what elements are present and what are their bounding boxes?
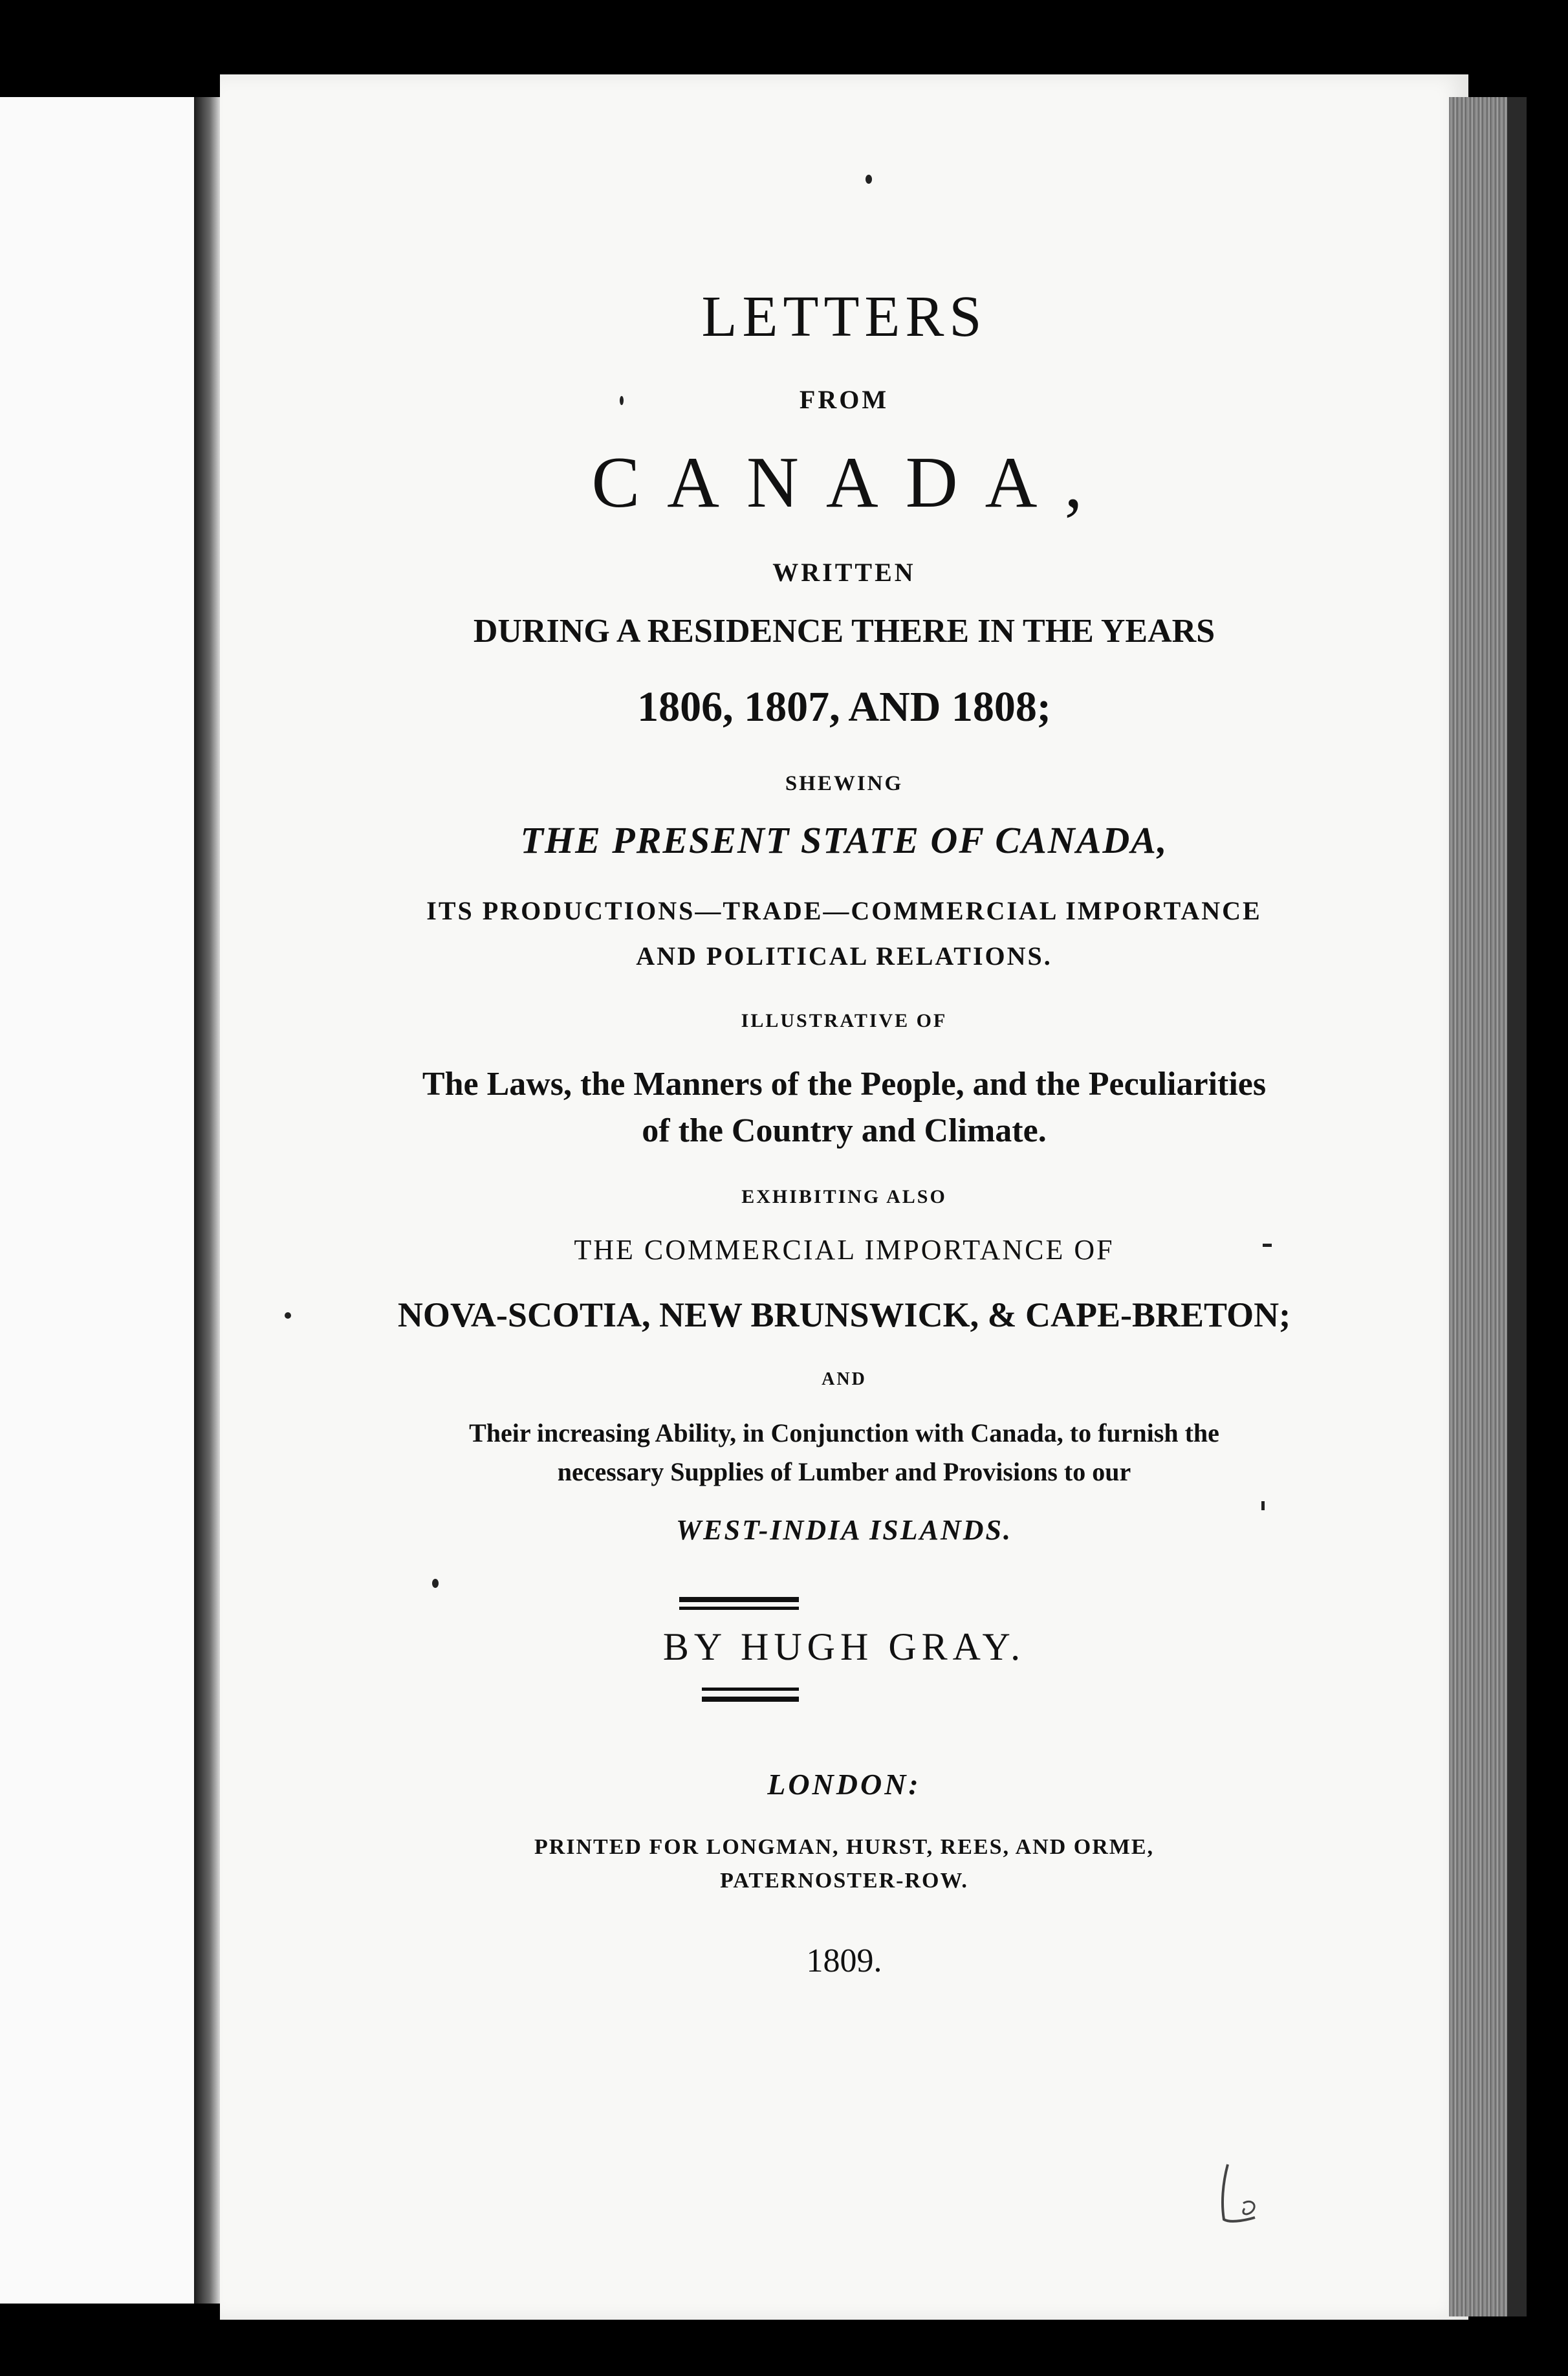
title-from: FROM [799, 385, 889, 414]
book-gutter [194, 97, 220, 2304]
present-state-line: THE PRESENT STATE OF CANADA, [520, 819, 1168, 861]
residence-years: 1806, 1807, AND 1808; [637, 683, 1051, 731]
imprint-city: LONDON: [767, 1768, 921, 1801]
ink-speck [1263, 1244, 1272, 1247]
book-title: LETTERS [701, 285, 987, 349]
author-line: BY HUGH GRAY. [662, 1625, 1026, 1668]
ink-speck [432, 1579, 439, 1588]
imprint-printer-1: PRINTED FOR LONGMAN, HURST, REES, AND ORME, [534, 1835, 1155, 1859]
double-rule-top-1 [679, 1597, 799, 1602]
ink-speck [866, 175, 872, 184]
ink-speck [620, 396, 624, 405]
double-rule-top-2 [679, 1607, 799, 1610]
and-label: AND [822, 1369, 867, 1389]
residence-line: DURING A RESIDENCE THERE IN THE YEARS [473, 613, 1215, 650]
political-line: AND POLITICAL RELATIONS. [636, 941, 1052, 971]
double-rule-bottom-2 [702, 1697, 799, 1702]
shewing-label: SHEWING [785, 772, 904, 795]
west-india-line: WEST-INDIA ISLANDS. [676, 1514, 1012, 1546]
written-label: WRITTEN [772, 558, 916, 587]
laws-line-1: The Laws, the Manners of the People, and the Peculiarities [422, 1066, 1267, 1103]
facing-page-edge [0, 97, 194, 2304]
handwritten-mark-icon [1216, 2158, 1268, 2229]
commercial-importance-line: THE COMMERCIAL IMPORTANCE OF [574, 1234, 1115, 1266]
productions-line: ITS PRODUCTIONS—TRADE—COMMERCIAL IMPORTANCE [426, 896, 1262, 925]
ink-speck [285, 1312, 291, 1319]
provinces-line: NOVA-SCOTIA, NEW BRUNSWICK, & CAPE-BRETON; [397, 1295, 1291, 1334]
ability-line-2: necessary Supplies of Lumber and Provisions to our [557, 1457, 1131, 1486]
publication-year: 1809. [806, 1942, 882, 1979]
title-place: CANADA, [591, 443, 1110, 523]
ability-line-1: Their increasing Ability, in Conjunction with Canada, to furnish the [469, 1418, 1219, 1447]
page-stack-shadow [1507, 97, 1527, 2316]
double-rule-bottom-1 [702, 1688, 799, 1691]
ink-speck [1261, 1501, 1265, 1510]
imprint-printer-2: PATERNOSTER-ROW. [720, 1869, 968, 1893]
illustrative-label: ILLUSTRATIVE OF [741, 1010, 948, 1031]
exhibiting-label: EXHIBITING ALSO [741, 1186, 947, 1207]
laws-line-2: of the Country and Climate. [642, 1112, 1047, 1149]
page-stack-edge [1449, 97, 1507, 2316]
